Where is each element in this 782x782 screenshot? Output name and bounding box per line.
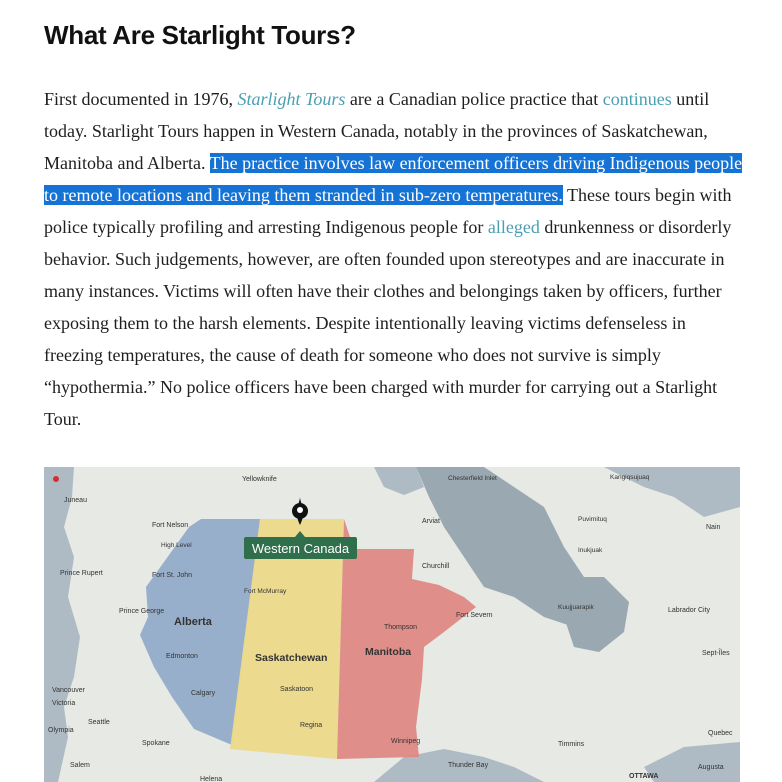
city-label: OTTAWA	[629, 773, 659, 780]
city-label: Kangiqsujuaq	[610, 474, 650, 481]
city-label: Seattle	[88, 719, 110, 726]
city-label: Inukjuak	[578, 547, 603, 554]
city-label: Arviat	[422, 518, 440, 525]
city-label: Calgary	[191, 690, 216, 697]
city-label: Kuujjuarapik	[558, 604, 594, 611]
city-label: Timmins	[558, 741, 585, 748]
page-title: What Are Starlight Tours?	[44, 20, 356, 50]
map-svg	[44, 467, 740, 782]
city-label: Thunder Bay	[448, 762, 489, 769]
city-label: Juneau	[64, 497, 87, 504]
city-label: Sept-Îles	[702, 650, 730, 657]
continues-link[interactable]: continues	[602, 89, 672, 109]
city-label: Labrador City	[668, 607, 711, 614]
paragraph-text: First documented in 1976,	[44, 89, 238, 109]
city-label: Puvirnituq	[578, 516, 607, 523]
city-label: Prince George	[119, 608, 165, 615]
city-label: Spokane	[142, 740, 170, 747]
city-label: Olympia	[48, 727, 74, 734]
paragraph-text: These tours begin with police typically profiling and arresting Indigenous people for	[44, 185, 732, 237]
city-label: Edmonton	[166, 653, 198, 660]
city-label: Fort Severn	[456, 612, 493, 619]
city-label: Victoria	[52, 700, 76, 707]
article-paragraph	[44, 83, 744, 435]
city-label: Regina	[300, 722, 323, 729]
paragraph-text: until today. Starlight Tours happen in Western Canada, notably in the provinces of Saskatchewan, Manitoba and Alberta.	[44, 89, 710, 173]
city-label: Prince Rupert	[60, 570, 103, 577]
city-label: Quebec	[708, 730, 733, 737]
city-label: Chesterfield Inlet	[448, 475, 497, 482]
city-label: Fort Nelson	[152, 522, 189, 529]
western-canada-map	[44, 467, 740, 782]
city-label: Fort St. John	[152, 572, 193, 579]
manitoba-label: Manitoba	[365, 646, 412, 658]
starlight-tours-link[interactable]: Starlight Tours	[237, 89, 346, 109]
map-location-icon	[53, 476, 59, 482]
city-label: Yellowknife	[242, 476, 277, 483]
paragraph-text: drunkenness or disorderly behavior. Such judgements, however, are often founded upon stereotypes and are inaccurate in many instances. Victims will often have their clothes and belongings taken by officers, further exposing them to the harsh elements. Despite intentionally leaving victims defenseless in freezing temperatures, the cause of death for someone who does not survive is simply “hypothermia.” No police officers have been charged with murder for carrying out a Starlight Tour.	[44, 217, 732, 429]
city-label: Fort McMurray	[244, 588, 287, 595]
city-label: Vancouver	[52, 687, 85, 694]
marker-label: Western Canada	[251, 541, 350, 556]
city-label: Helena	[200, 776, 223, 782]
city-label: Churchill	[422, 563, 450, 570]
city-label: Saskatoon	[280, 686, 314, 693]
city-label: Thompson	[384, 624, 418, 631]
highlighted-text[interactable]: The practice involves law enforcement officers driving Indigenous people to remote locations and leaving them stranded in sub-zero temperatures.	[44, 153, 743, 205]
alleged-link[interactable]: alleged	[487, 217, 540, 237]
saskatchewan-label: Saskatchewan	[255, 652, 328, 664]
paragraph-text: are a Canadian police practice that	[345, 89, 603, 109]
city-label: Nain	[706, 524, 721, 531]
city-label: Winnipeg	[391, 738, 421, 745]
alberta-label: Alberta	[174, 616, 212, 628]
city-label: High Level	[161, 542, 192, 549]
city-label: Salem	[70, 762, 90, 769]
city-label: Augusta	[698, 764, 724, 771]
